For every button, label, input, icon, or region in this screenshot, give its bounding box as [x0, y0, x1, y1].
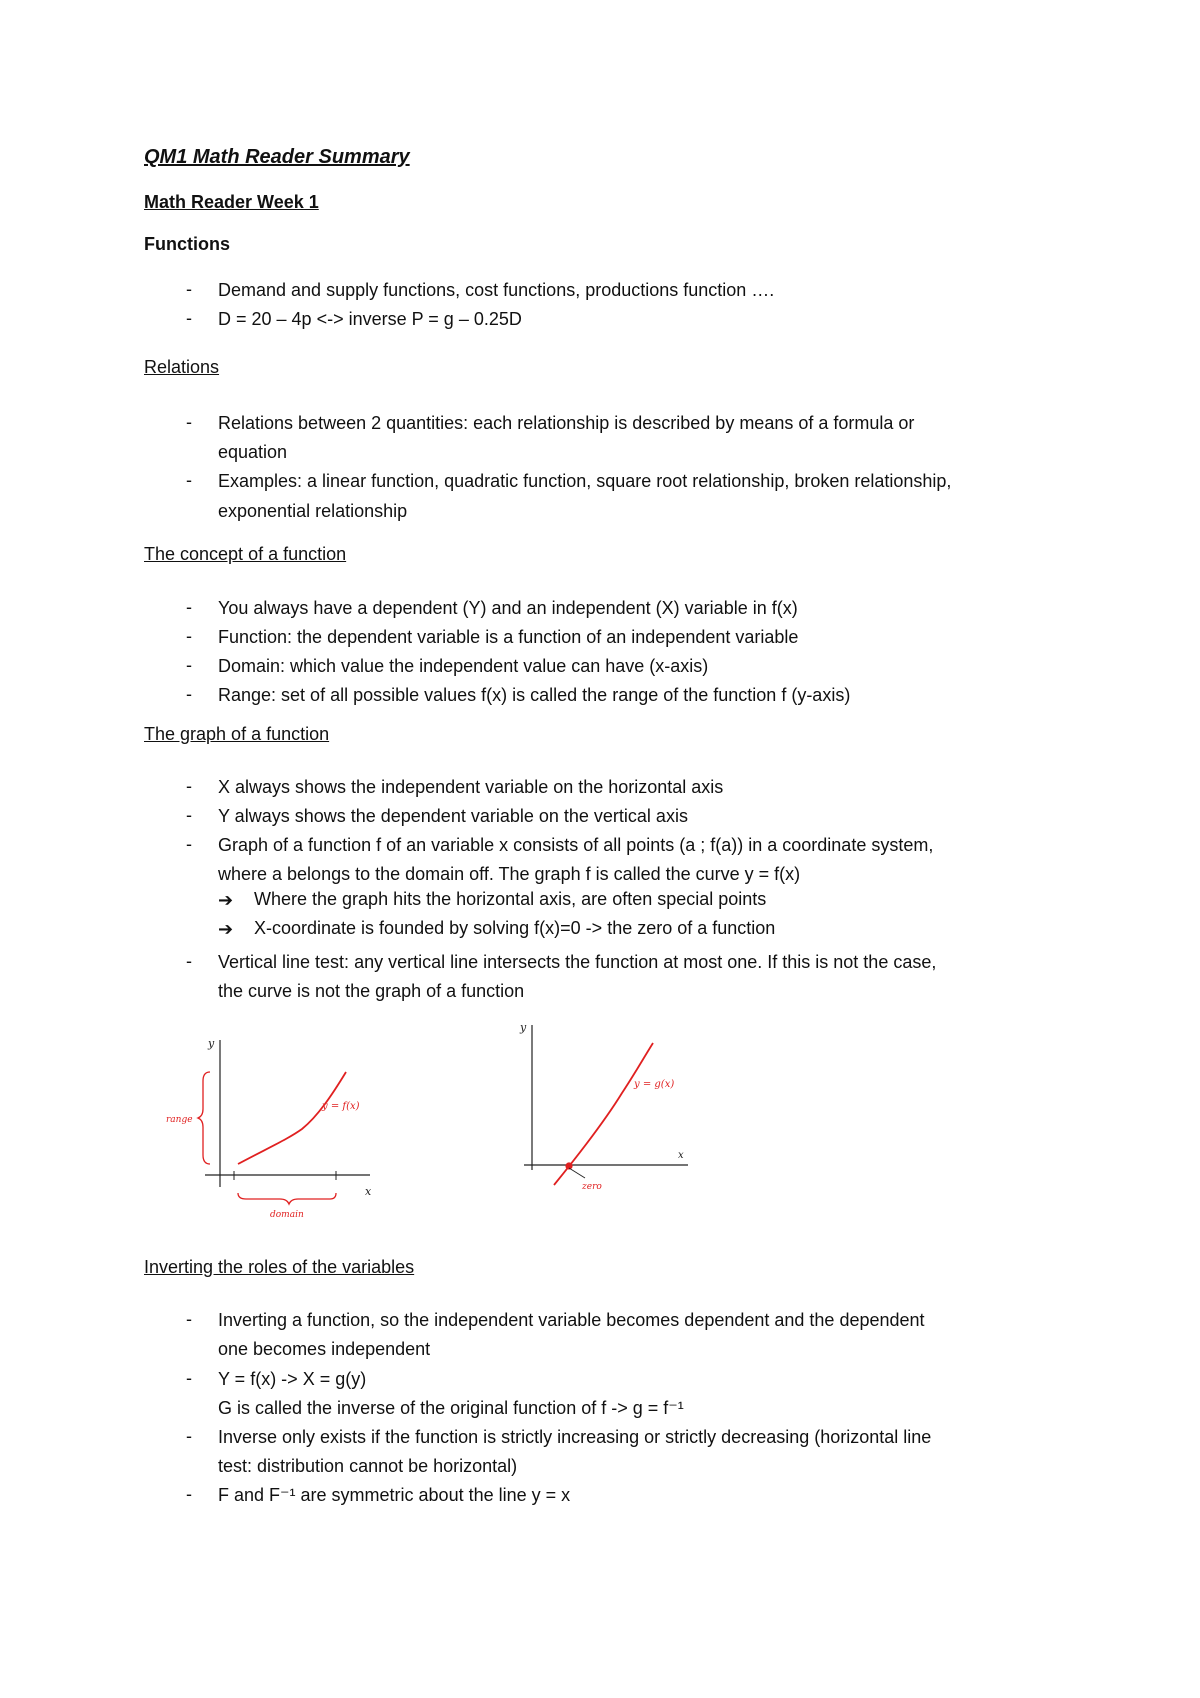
range-brace [198, 1072, 210, 1164]
list-item: Demand and supply functions, cost functions, productions function …. [218, 280, 775, 300]
list-item: You always have a dependent (Y) and an independent (X) variable in f(x) [218, 598, 798, 618]
bullet-dash: - [186, 951, 192, 971]
bullet-dash: - [186, 308, 192, 328]
arrow-right-icon: ➔ [218, 919, 234, 939]
list-item-continuation: where a belongs to the domain off. The graph f is called the curve y = f(x) [218, 864, 801, 884]
bullet-dash: - [186, 626, 192, 646]
bullet-dash: - [186, 470, 192, 490]
zero-pointer [569, 1168, 585, 1178]
list-item: Vertical line test: any vertical line intersects the function at most one. If this is not the case, [218, 952, 937, 972]
list-item: D = 20 – 4p <-> inverse P = g – 0.25D [218, 309, 522, 329]
list-item-continuation: the curve is not the graph of a function [218, 981, 525, 1001]
bullet-dash: - [186, 1484, 192, 1504]
bullet-dash: - [186, 776, 192, 796]
list-item: F and F⁻¹ are symmetric about the line y = x [218, 1485, 571, 1505]
x-axis-label: x [678, 1150, 684, 1161]
list-item: Domain: which value the independent value can have (x-axis) [218, 656, 709, 676]
list-item-continuation: G is called the inverse of the original function of f -> g = f⁻¹ [218, 1398, 684, 1418]
bullet-dash: - [186, 1309, 192, 1329]
y-axis-label: y [208, 1037, 215, 1050]
list-item-continuation: exponential relationship [218, 501, 408, 521]
list-item: Range: set of all possible values f(x) is called the range of the function f (y-axis) [218, 685, 851, 705]
graph-heading: The graph of a function [144, 724, 330, 744]
list-item: Y always shows the dependent variable on the vertical axis [218, 806, 688, 826]
bullet-dash: - [186, 655, 192, 675]
arrow-item: Where the graph hits the horizontal axis, are often special points [254, 889, 767, 909]
list-item: Relations between 2 quantities: each relationship is described by means of a formula or [218, 413, 915, 433]
curve-f [238, 1072, 346, 1164]
list-item: X always shows the independent variable on the horizontal axis [218, 777, 724, 797]
list-item: Inverse only exists if the function is strictly increasing or strictly decreasing (horizontal line [218, 1427, 932, 1447]
arrow-item: X-coordinate is founded by solving f(x)=0 -> the zero of a function [254, 918, 776, 938]
relations-heading: Relations [144, 357, 220, 377]
list-item-continuation: equation [218, 442, 288, 462]
list-item-continuation: test: distribution cannot be horizontal) [218, 1456, 518, 1476]
list-item: Function: the dependent variable is a function of an independent variable [218, 627, 799, 647]
list-item: Y = f(x) -> X = g(y) [218, 1369, 367, 1389]
list-item-continuation: one becomes independent [218, 1339, 431, 1359]
bullet-dash: - [186, 279, 192, 299]
bullet-dash: - [186, 597, 192, 617]
bullet-dash: - [186, 1426, 192, 1446]
curve-g-label: y = g(x) [634, 1079, 675, 1090]
x-axis-label: x [365, 1185, 372, 1198]
range-label: range [166, 1115, 193, 1125]
function-graph-figure [160, 1025, 390, 1225]
bullet-dash: - [186, 684, 192, 704]
zero-label: zero [582, 1182, 602, 1192]
domain-label: domain [270, 1210, 304, 1220]
functions-heading: Functions [144, 234, 230, 254]
domain-brace [238, 1193, 336, 1204]
document-title: QM1 Math Reader Summary [144, 146, 410, 168]
bullet-dash: - [186, 834, 192, 854]
concept-heading: The concept of a function [144, 544, 347, 564]
list-item: Graph of a function f of an variable x consists of all points (a ; f(a)) in a coordinate system, [218, 835, 934, 855]
arrow-right-icon: ➔ [218, 890, 234, 910]
bullet-dash: - [186, 412, 192, 432]
list-item: Examples: a linear function, quadratic function, square root relationship, broken relationship, [218, 471, 952, 491]
week-heading: Math Reader Week 1 [144, 192, 319, 212]
bullet-dash: - [186, 1368, 192, 1388]
curve-f-label: y = f(x) [322, 1101, 360, 1112]
bullet-dash: - [186, 805, 192, 825]
y-axis-label: y [520, 1021, 527, 1034]
zero-graph-figure [510, 1015, 700, 1200]
inverse-heading: Inverting the roles of the variables [144, 1257, 415, 1277]
list-item: Inverting a function, so the independent variable becomes dependent and the dependent [218, 1310, 925, 1330]
